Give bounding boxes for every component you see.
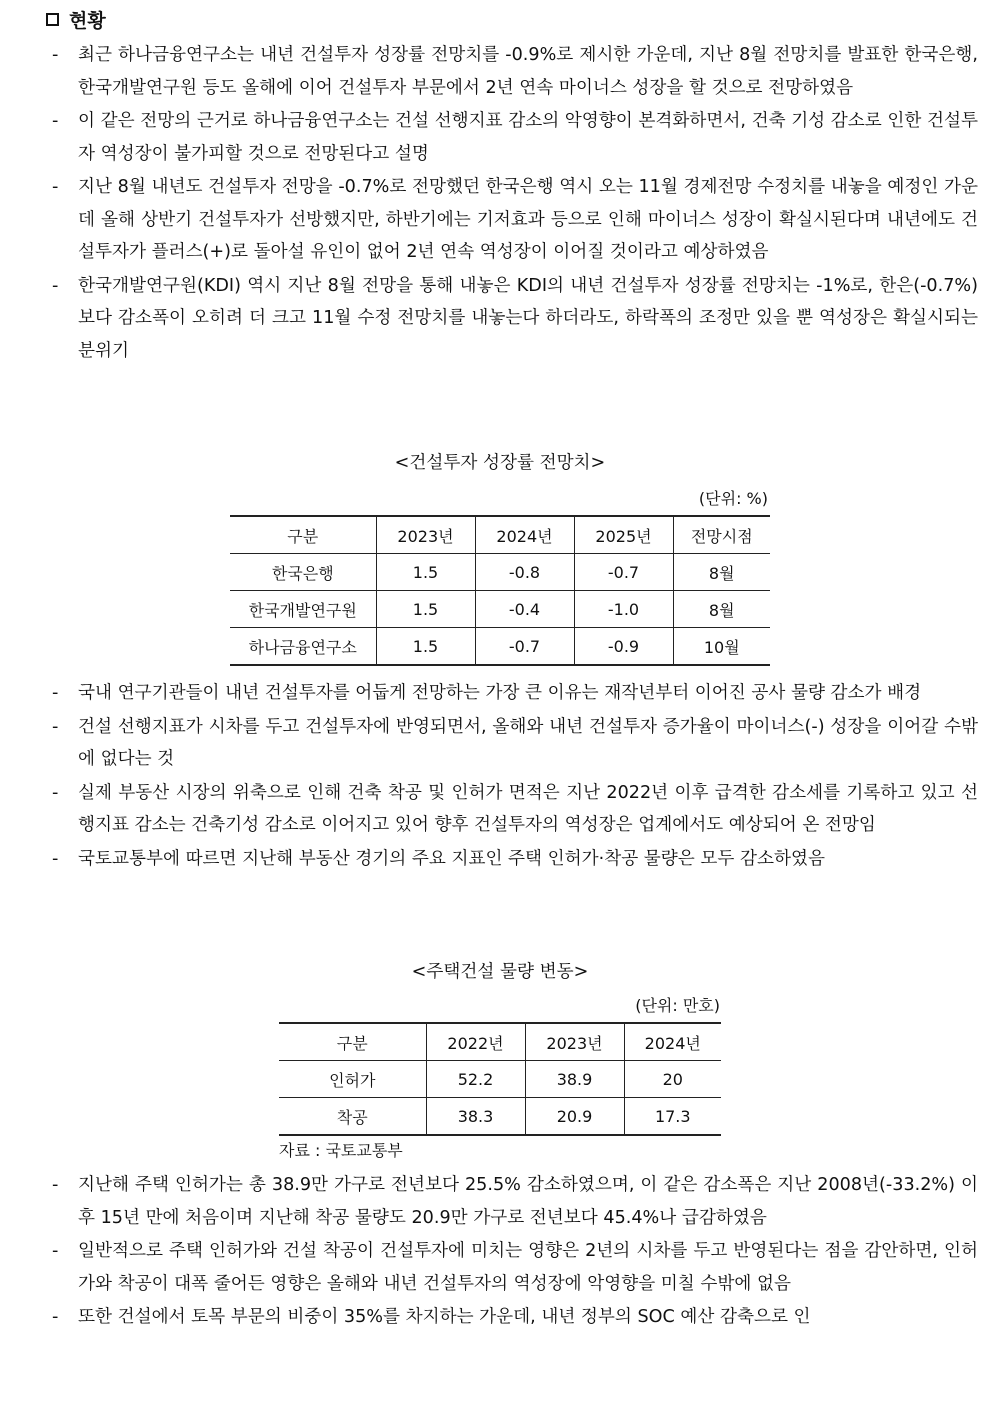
section-title: 현황: [69, 9, 106, 32]
table-row: [279, 1098, 721, 1136]
table-row: [230, 591, 770, 628]
table-header-cell: 2023년: [376, 516, 475, 554]
list-item: [52, 105, 978, 170]
table-row: [279, 1061, 721, 1098]
table-cell: 착공: [279, 1098, 426, 1136]
checkbox-square-icon: [46, 13, 59, 26]
bullet-text: 국내 연구기관들이 내년 건설투자를 어둡게 전망하는 가장 큰 이유는 재작년부터 이어진 공사 물량 감소가 배경: [78, 683, 922, 703]
table-cell: 1.5: [376, 628, 475, 666]
bullet-text: 이 같은 전망의 근거로 하나금융연구소는 건설 선행지표 감소의 악영향이 본격화하면서, 건축 기성 감소로 인한 건설투자 역성장이 불가피할 것으로 전망된다고 설명: [78, 111, 978, 164]
bullet-list-housing: [52, 1169, 978, 1335]
table-cell: -1.0: [574, 591, 673, 628]
bullet-text: 한국개발연구원(KDI) 역시 지난 8월 전망을 통해 내놓은 KDI의 내년 건설투자 성장률 전망치는 -1%로, 한은(-0.7%)보다 감소폭이 오히려 더 크고 11월 수정 전망치를 내놓는다 하더라도, 하락폭의 조정만 있을 뿐 역성장은 확실시되는 분위기: [78, 275, 978, 361]
bullet-dash: -: [52, 848, 59, 869]
list-item: [52, 270, 978, 368]
table-header-row: [279, 1023, 721, 1061]
table-header-cell: 2024년: [475, 516, 574, 554]
table1-title: <건설투자 성장률 전망치>: [394, 453, 606, 473]
list-item: [52, 1301, 978, 1334]
bullet-text: 국토교통부에 따르면 지난해 부동산 경기의 주요 지표인 주택 인허가·착공 물량은 모두 감소하였음: [78, 848, 825, 869]
table1-unit: (단위: %): [698, 489, 768, 508]
list-item: [52, 1235, 978, 1300]
table-header-cell: 구분: [279, 1023, 426, 1061]
table2-title: <주택건설 물량 변동>: [411, 962, 589, 982]
list-item: [52, 171, 978, 269]
list-item: [52, 843, 978, 876]
table-cell: 20: [662, 1069, 683, 1089]
bullet-text: 또한 건설에서 토목 부문의 비중이 35%를 차지하는 가운데, 내년 정부의 SOC 예산 감축으로 인: [78, 1307, 811, 1327]
section-heading: [46, 4, 106, 34]
list-item: [52, 677, 978, 710]
table-row: [230, 554, 770, 591]
list-item: [52, 39, 978, 104]
table-cell: 8월: [708, 600, 735, 620]
bullet-dash: -: [52, 275, 59, 296]
table2-unit: (단위: 만호): [635, 996, 720, 1015]
table-header-cell: 2022년: [426, 1023, 525, 1061]
bullet-list-causes: [52, 677, 978, 876]
bullet-dash: -: [52, 45, 59, 65]
table-cell: 20.9: [525, 1098, 624, 1136]
bullet-dash: -: [52, 716, 59, 737]
table-row: [230, 628, 770, 666]
bullet-dash: -: [52, 1241, 59, 1261]
table-header-cell: 2023년: [525, 1023, 624, 1061]
table-cell: 1.5: [376, 591, 475, 628]
bullet-text: 지난해 주택 인허가는 총 38.9만 가구로 전년보다 25.5% 감소하였으며, 이 같은 감소폭은 지난 2008년(-33.2%) 이후 15년 만에 처음이며 지난해 착공 물량도 20.9만 가구로 전년보다 45.4%나 급감하였음: [78, 1175, 978, 1228]
bullet-dash: -: [52, 1307, 59, 1327]
list-item: [52, 777, 978, 842]
bullet-text: 최근 하나금융연구소는 내년 건설투자 성장률 전망치를 -0.9%로 제시한 가운데, 지난 8월 전망치를 발표한 한국은행, 한국개발연구원 등도 올해에 이어 건설투자 부문에서 2년 연속 마이너스 성장을 할 것으로 전망하였음: [78, 45, 978, 98]
bullet-text: 건설 선행지표가 시차를 두고 건설투자에 반영되면서, 올해와 내년 건설투자 증가율이 마이너스(-) 성장을 이어갈 수밖에 없다는 것: [78, 716, 978, 769]
table-header-row: [230, 516, 770, 554]
bullet-dash: -: [52, 111, 59, 131]
bullet-text: 지난 8월 내년도 건설투자 전망을 -0.7%로 전망했던 한국은행 역시 오는 11월 경제전망 수정치를 내놓을 예정인 가운데 올해 상반기 건설투자가 선방했지만, 하반기에는 기저효과 등으로 인해 마이너스 성장이 확실시된다며 내년에도 건설투자가 플러스(+)로 돌아설 유인이 없어 2년 연속 역성장이 이어질 것이라고 예상하였음: [78, 177, 978, 262]
table-cell: 하나금융연구소: [230, 628, 376, 666]
table-cell: 한국은행: [230, 554, 376, 591]
bullet-dash: -: [52, 683, 59, 703]
table-header-cell: 전망시점: [690, 526, 753, 546]
table-cell: 38.9: [525, 1061, 624, 1098]
bullet-dash: -: [52, 782, 59, 803]
table2-source: 자료 : 국토교통부: [279, 1141, 403, 1160]
list-item: [52, 1169, 978, 1234]
table-cell: -0.4: [475, 591, 574, 628]
table-cell: 8월: [708, 563, 735, 583]
table-cell: -0.8: [475, 554, 574, 591]
table-header-cell: 2024년: [644, 1033, 701, 1053]
bullet-list-overview: [52, 39, 978, 368]
table-cell: 52.2: [426, 1061, 525, 1098]
table-cell: 1.5: [376, 554, 475, 591]
table-construction-growth-forecast: [230, 515, 770, 666]
table-cell: 38.3: [426, 1098, 525, 1136]
table-cell: -0.7: [475, 628, 574, 666]
bullet-dash: -: [52, 1175, 59, 1195]
table-housing-volume-change: [279, 1022, 721, 1136]
list-item: [52, 711, 978, 776]
table-cell: -0.9: [574, 628, 673, 666]
table-cell: 한국개발연구원: [230, 591, 376, 628]
bullet-text: 실제 부동산 시장의 위축으로 인해 건축 착공 및 인허가 면적은 지난 2022년 이후 급격한 감소세를 기록하고 있고 선행지표 감소는 건축기성 감소로 이어지고 있어 향후 건설투자의 역성장은 업계에서도 예상되어 온 전망임: [78, 782, 978, 835]
table-header-cell: 구분: [230, 516, 376, 554]
bullet-text: 일반적으로 주택 인허가와 건설 착공이 건설투자에 미치는 영향은 2년의 시차를 두고 반영된다는 점을 감안하면, 인허가와 착공이 대폭 줄어든 영향은 올해와 내년 건설투자의 역성장에 악영향을 미칠 수밖에 없음: [78, 1241, 978, 1294]
table-header-cell: 2025년: [574, 516, 673, 554]
table-cell: 10월: [703, 637, 740, 657]
bullet-dash: -: [52, 177, 59, 197]
table-cell: 17.3: [654, 1106, 691, 1126]
table-cell: 인허가: [279, 1061, 426, 1098]
table-cell: -0.7: [574, 554, 673, 591]
